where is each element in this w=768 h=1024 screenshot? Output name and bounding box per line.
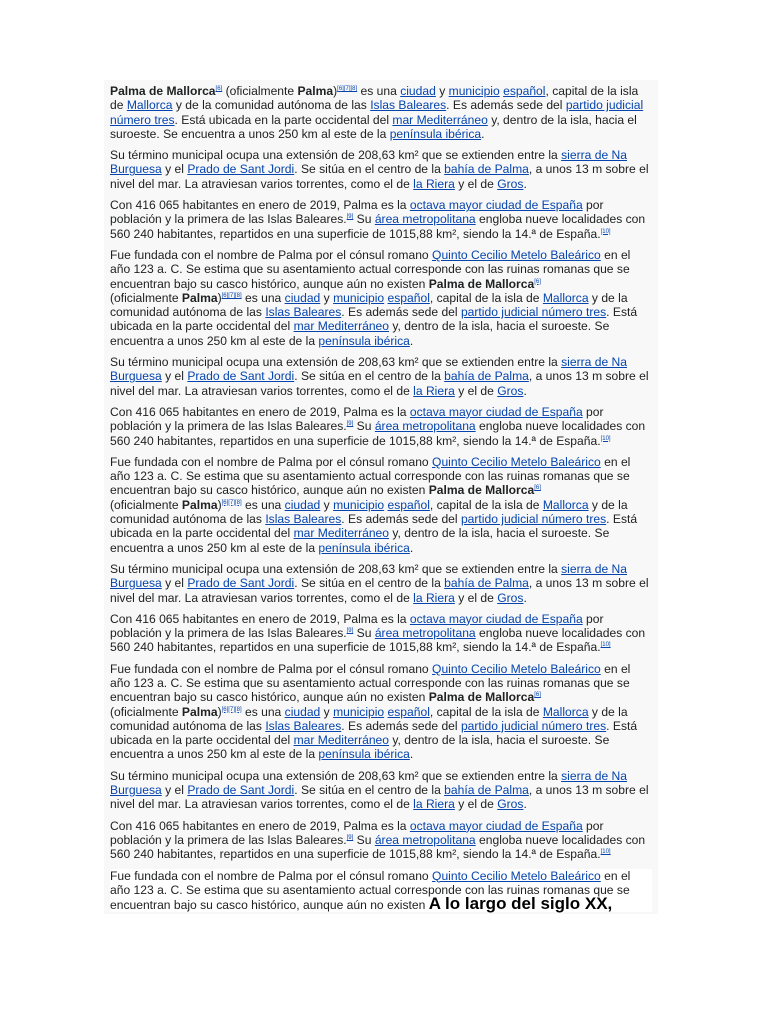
citation[interactable]: [10] [600, 228, 611, 235]
link-quinto-cecilio[interactable]: Quinto Cecilio Metelo Baleárico [432, 868, 601, 883]
link-partido-judicial[interactable]: partido judicial número tres [460, 718, 607, 733]
link-octava[interactable]: octava mayor ciudad de España [409, 818, 583, 833]
link-quinto-cecilio[interactable]: Quinto Cecilio Metelo Baleárico [432, 661, 601, 676]
link-gros[interactable]: Gros [497, 797, 524, 812]
link-mar-mediterraneo[interactable]: mar Mediterráneo [293, 319, 390, 334]
citation[interactable]: [10] [600, 642, 611, 649]
link-bahia[interactable]: bahía de Palma [444, 576, 529, 591]
link-partido-judicial[interactable]: partido judicial número tres [460, 305, 607, 320]
fundada-paragraph-final: Fue fundada con el nombre de Palma por el cónsul romano Quinto Cecilio Metelo Baleárico en el año 123 a. C. Se estima que su asentamiento actual corresponde con las ruinas romanas que se encuentran bajo su casco histórico, aunque aún no existen A lo largo del siglo XX, [110, 869, 652, 913]
article-body [104, 80, 658, 914]
intro-paragraph: Palma de Mallorca[6] (oficialmente Palma)[6][7][8] es una ciudad y municipio español, capital de la isla de Mallorca y de la comunidad autónoma de las Islas Baleares. Es además sede del partido judicial número tres. Está ubicada en la parte occidental del mar Mediterráneo y, dentro de la isla, hacia el suroeste. Se encuentra a unos 250 km al este de la península ibérica. [110, 84, 644, 141]
link-peninsula-iberica[interactable]: península ibérica [318, 333, 410, 348]
link-espanol[interactable]: español [503, 84, 546, 98]
habitantes-paragraph: Con 416 065 habitantes en enero de 2019, Palma es la octava mayor ciudad de España por población y la primera de las Islas Baleares.[9] Su área metropolitana engloba nueve localidades con 560 240 habitantes, repartidos en una superficie de 1015,88 km², siendo la 14.ª de España.[10] [110, 611, 646, 655]
link-bahia[interactable]: bahía de Palma [444, 369, 529, 384]
citation[interactable]: [10] [600, 435, 611, 442]
link-octava[interactable]: octava mayor ciudad de España [409, 404, 583, 419]
fundada-paragraph: Fue fundada con el nombre de Palma por el cónsul romano Quinto Cecilio Metelo Baleárico en el año 123 a. C. Se estima que su asentamiento actual corresponde con las ruinas romanas que se encuentran bajo su casco histórico, aunque aún no existen Palma de Mallorca[6] (oficialmente Palma)[6][7][8] es una ciudad y municipio español, capital de la isla de Mallorca y de la comunidad autónoma de las Islas Baleares. Es además sede del partido judicial número tres. Está ubicada en la parte occidental del mar Mediterráneo y, dentro de la isla, hacia el suroeste. Se encuentra a unos 250 km al este de la península ibérica. [110, 661, 638, 762]
link-partido-judicial[interactable]: partido judicial número tres [110, 98, 644, 127]
link-peninsula-iberica[interactable]: península ibérica [318, 747, 410, 762]
citation[interactable]: [9] [346, 834, 354, 841]
citation[interactable]: [6] [215, 86, 223, 92]
link-octava[interactable]: octava mayor ciudad de España [409, 198, 583, 213]
link-gros[interactable]: Gros [497, 176, 524, 191]
citation[interactable]: [6] [534, 278, 541, 285]
link-gros[interactable]: Gros [497, 383, 524, 398]
citation[interactable]: [9] [346, 421, 354, 428]
termino-paragraph: Su término municipal ocupa una extensión de 208,63 km² que se extienden entre la sierra de Na Burguesa y el Prado de Sant Jordi. Se sitúa en el centro de la bahía de Palma, a unos 13 m sobre el nivel del mar. La atraviesan varios torrentes, como el de la Riera y el de Gros. [110, 355, 649, 398]
link-prado[interactable]: Prado de Sant Jordi [187, 162, 295, 177]
habitantes-paragraph: Con 416 065 habitantes en enero de 2019, Palma es la octava mayor ciudad de España por población y la primera de las Islas Baleares.[9] Su área metropolitana engloba nueve localidades con 560 240 habitantes, repartidos en una superficie de 1015,88 km², siendo la 14.ª de España.[10] [110, 198, 646, 241]
link-sierra[interactable]: sierra de Na Burguesa [110, 148, 627, 177]
link-area-metropolitana[interactable]: área metropolitana [374, 419, 476, 434]
termino-paragraph: Su término municipal ocupa una extensión de 208,63 km² que se extienden entre la sierra de Na Burguesa y el Prado de Sant Jordi. Se sitúa en el centro de la bahía de Palma, a unos 13 m sobre el nivel del mar. La atraviesan varios torrentes, como el de la Riera y el de Gros. [110, 561, 649, 605]
link-islas-baleares[interactable]: Islas Baleares [265, 718, 342, 733]
link-mallorca[interactable]: Mallorca [126, 98, 173, 113]
link-bahia[interactable]: bahía de Palma [444, 162, 529, 177]
link-partido-judicial[interactable]: partido judicial número tres [460, 512, 607, 527]
habitantes-paragraph: Con 416 065 habitantes en enero de 2019, Palma es la octava mayor ciudad de España por población y la primera de las Islas Baleares.[9] Su área metropolitana engloba nueve localidades con 560 240 habitantes, repartidos en una superficie de 1015,88 km², siendo la 14.ª de España.[10] [110, 818, 646, 862]
link-mallorca[interactable]: Mallorca [542, 290, 589, 305]
citation[interactable]: [6][7][8] [221, 706, 242, 713]
link-sierra[interactable]: sierra de Na Burguesa [110, 768, 627, 798]
link-islas-baleares[interactable]: Islas Baleares [265, 512, 342, 527]
link-ciudad[interactable]: ciudad [400, 84, 436, 98]
link-riera[interactable]: la Riera [413, 176, 455, 191]
citation[interactable]: [6][7][8] [221, 292, 242, 299]
link-area-metropolitana[interactable]: área metropolitana [374, 212, 476, 227]
citation[interactable]: [6][7][8] [337, 86, 358, 92]
link-quinto-cecilio[interactable]: Quinto Cecilio Metelo Baleárico [432, 454, 601, 469]
link-sierra[interactable]: sierra de Na Burguesa [110, 561, 627, 591]
link-riera[interactable]: la Riera [413, 383, 455, 398]
link-riera[interactable]: la Riera [413, 797, 455, 812]
link-quinto-cecilio[interactable]: Quinto Cecilio Metelo Baleárico [432, 247, 601, 262]
link-peninsula-iberica[interactable]: península ibérica [318, 540, 410, 555]
link-ciudad[interactable]: ciudad [284, 704, 321, 719]
link-mar-mediterraneo[interactable]: mar Mediterráneo [293, 733, 390, 748]
link-municipio[interactable]: municipio [333, 290, 385, 305]
link-islas-baleares[interactable]: Islas Baleares [265, 305, 342, 320]
habitantes-paragraph: Con 416 065 habitantes en enero de 2019, Palma es la octava mayor ciudad de España por población y la primera de las Islas Baleares.[9] Su área metropolitana engloba nueve localidades con 560 240 habitantes, repartidos en una superficie de 1015,88 km², siendo la 14.ª de España.[10] [110, 404, 646, 448]
citation[interactable]: [9] [346, 214, 354, 221]
link-area-metropolitana[interactable]: área metropolitana [374, 832, 476, 847]
citation[interactable]: [10] [600, 849, 611, 856]
link-mar-mediterraneo[interactable]: mar Mediterráneo [392, 112, 488, 127]
link-prado[interactable]: Prado de Sant Jordi [187, 783, 295, 798]
link-bahia[interactable]: bahía de Palma [444, 783, 529, 798]
link-espanol[interactable]: español [387, 290, 430, 305]
link-municipio[interactable]: municipio [448, 84, 500, 98]
link-mallorca[interactable]: Mallorca [542, 704, 589, 719]
link-riera[interactable]: la Riera [413, 590, 455, 605]
link-espanol[interactable]: español [387, 497, 430, 512]
fundada-paragraph: Fue fundada con el nombre de Palma por el cónsul romano Quinto Cecilio Metelo Baleárico en el año 123 a. C. Se estima que su asentamiento actual corresponde con las ruinas romanas que se encuentran bajo su casco histórico, aunque aún no existen Palma de Mallorca[6] (oficialmente Palma)[6][7][8] es una ciudad y municipio español, capital de la isla de Mallorca y de la comunidad autónoma de las Islas Baleares. Es además sede del partido judicial número tres. Está ubicada en la parte occidental del mar Mediterráneo y, dentro de la isla, hacia el suroeste. Se encuentra a unos 250 km al este de la península ibérica. [110, 454, 638, 555]
link-municipio[interactable]: municipio [333, 704, 385, 719]
link-mar-mediterraneo[interactable]: mar Mediterráneo [293, 526, 390, 541]
citation[interactable]: [6] [534, 485, 541, 492]
fundada-paragraph: Fue fundada con el nombre de Palma por el cónsul romano Quinto Cecilio Metelo Baleárico en el año 123 a. C. Se estima que su asentamiento actual corresponde con las ruinas romanas que se encuentran bajo su casco histórico, aunque aún no existen Palma de Mallorca[6] (oficialmente Palma)[6][7][8] es una ciudad y municipio español, capital de la isla de Mallorca y de la comunidad autónoma de las Islas Baleares. Es además sede del partido judicial número tres. Está ubicada en la parte occidental del mar Mediterráneo y, dentro de la isla, hacia el suroeste. Se encuentra a unos 250 km al este de la península ibérica. [110, 247, 638, 348]
link-peninsula-iberica[interactable]: península ibérica [389, 126, 482, 141]
link-gros[interactable]: Gros [497, 590, 524, 605]
link-octava[interactable]: octava mayor ciudad de España [409, 611, 583, 626]
link-espanol[interactable]: español [387, 704, 430, 719]
termino-paragraph: Su término municipal ocupa una extensión de 208,63 km² que se extienden entre la sierra de Na Burguesa y el Prado de Sant Jordi. Se sitúa en el centro de la bahía de Palma, a unos 13 m sobre el nivel del mar. La atraviesan varios torrentes, como el de la Riera y el de Gros. [110, 768, 649, 812]
link-ciudad[interactable]: ciudad [284, 497, 321, 512]
link-sierra[interactable]: sierra de Na Burguesa [110, 355, 627, 384]
article-title: Palma de Mallorca [110, 84, 216, 98]
citation[interactable]: [9] [346, 628, 354, 635]
link-prado[interactable]: Prado de Sant Jordi [187, 576, 295, 591]
link-mallorca[interactable]: Mallorca [542, 497, 589, 512]
citation[interactable]: [6] [534, 692, 541, 699]
link-ciudad[interactable]: ciudad [284, 290, 321, 305]
section-heading: A lo largo del siglo XX, [428, 894, 613, 914]
link-municipio[interactable]: municipio [333, 497, 385, 512]
termino-paragraph: Su término municipal ocupa una extensión de 208,63 km² que se extienden entre la sierra de Na Burguesa y el Prado de Sant Jordi. Se sitúa en el centro de la bahía de Palma, a unos 13 m sobre el nivel del mar. La atraviesan varios torrentes, como el de la Riera y el de Gros. [110, 148, 649, 191]
link-area-metropolitana[interactable]: área metropolitana [374, 626, 476, 641]
link-islas-baleares[interactable]: Islas Baleares [370, 98, 447, 113]
citation[interactable]: [6][7][8] [221, 499, 242, 506]
link-prado[interactable]: Prado de Sant Jordi [187, 369, 295, 384]
